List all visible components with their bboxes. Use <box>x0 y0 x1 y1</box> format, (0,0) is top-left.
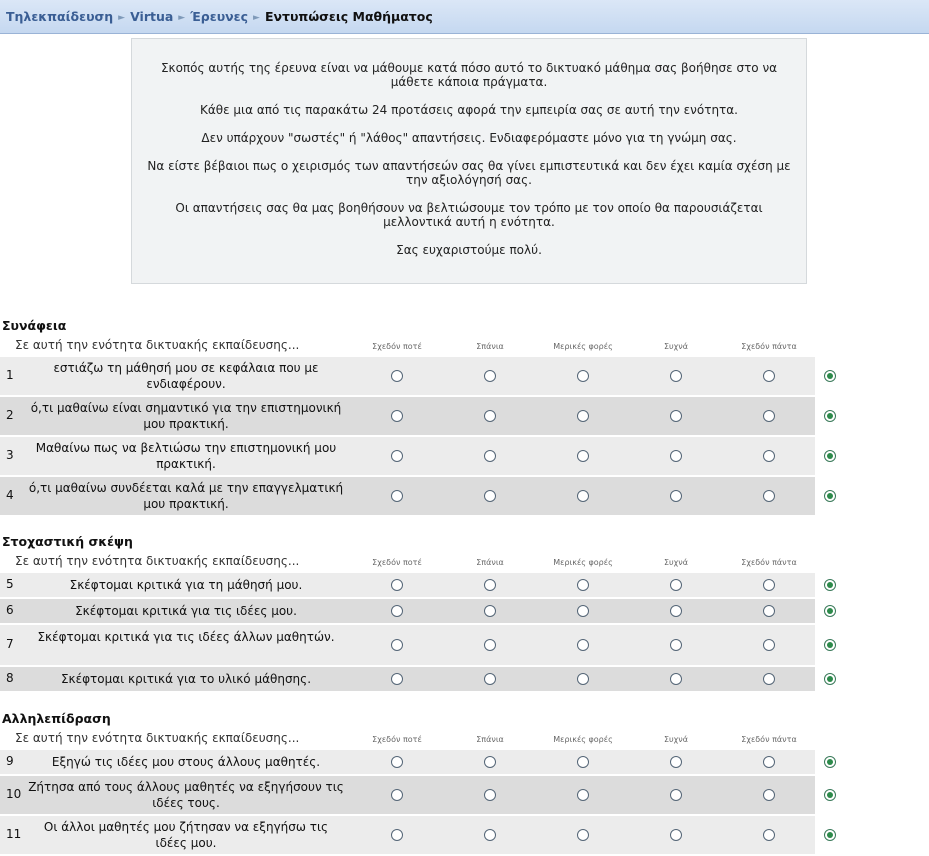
answer-radio-5[interactable] <box>763 756 775 768</box>
answer-radio-1[interactable] <box>391 756 403 768</box>
answer-radio-3[interactable] <box>577 789 589 801</box>
intro-paragraph: Σας ευχαριστούμε πολύ. <box>396 243 542 257</box>
answer-radio-3[interactable] <box>577 370 589 382</box>
section-lead-text: Σε αυτή την ενότητα δικτυακής εκπαίδευσης... <box>15 731 300 745</box>
question-number: 5 <box>6 577 14 591</box>
intro-paragraph: Οι απαντήσεις σας θα μας βοηθήσουν να βελτιώσουμε τον τρόπο με τον οποίο θα παρουσιάζεται μελλοντικά αυτή η ενότητα. <box>175 201 763 229</box>
question-text: Μαθαίνω πως να βελτιώσω την επιστημονική μου πρακτική. <box>35 441 337 471</box>
question-number: 3 <box>6 448 14 462</box>
answer-radio-1[interactable] <box>391 673 403 685</box>
question-text: εστιάζω τη μάθησή μου σε κεφάλαια που με ενδιαφέρουν. <box>53 361 319 391</box>
answer-radio-5[interactable] <box>763 410 775 422</box>
answer-radio-4[interactable] <box>670 605 682 617</box>
breadcrumb-link-surveys[interactable]: Έρευνες <box>190 9 249 24</box>
breadcrumb <box>6 9 433 24</box>
intro-paragraph: Σκοπός αυτής της έρευνα είναι να μάθουμε κατά πόσο αυτό το δικτυακό μάθημα σας βοήθησε στο να μάθετε κάποια πράγματα. <box>160 61 778 89</box>
answer-radio-5[interactable] <box>763 829 775 841</box>
intro-paragraph: Κάθε μια από τις παρακάτω 24 προτάσεις αφορά την εμπειρία σας σε αυτή την ενότητα. <box>199 103 738 117</box>
intro-paragraph: Να είστε βέβαιοι πως ο χειρισμός των απαντήσεών σας θα γίνει εμπιστευτικά και δεν έχει καμία σχέση με την αξιολόγησή σας. <box>147 159 791 187</box>
answer-radio-3[interactable] <box>577 639 589 651</box>
answer-radio-4[interactable] <box>670 410 682 422</box>
section-lead-text: Σε αυτή την ενότητα δικτυακής εκπαίδευσης... <box>15 338 300 352</box>
answer-radio-2[interactable] <box>484 450 496 462</box>
question-number: 7 <box>6 637 14 651</box>
scale-label: Μερικές φορές <box>553 735 613 744</box>
answer-radio-2[interactable] <box>484 605 496 617</box>
question-number: 4 <box>6 488 14 502</box>
breadcrumb-separator-icon: ► <box>118 13 126 23</box>
breadcrumb-bar <box>0 0 929 34</box>
answer-radio-1[interactable] <box>391 370 403 382</box>
breadcrumb-current: Εντυπώσεις Μαθήματος <box>264 9 433 24</box>
scale-label: Σπάνια <box>476 735 504 744</box>
answer-radio-3[interactable] <box>577 410 589 422</box>
scale-label: Σπάνια <box>476 342 504 351</box>
question-text: Εξηγώ τις ιδέες μου στους άλλους μαθητές. <box>51 755 321 769</box>
breadcrumb-separator-icon: ► <box>253 13 260 23</box>
answer-radio-1[interactable] <box>391 490 403 502</box>
section-title: Αλληλεπίδραση <box>2 711 111 726</box>
answer-radio-4[interactable] <box>670 370 682 382</box>
answer-radio-2[interactable] <box>484 410 496 422</box>
question-number: 6 <box>6 603 14 617</box>
section-title: Στοχαστική σκέψη <box>2 534 133 549</box>
question-number: 11 <box>6 827 22 841</box>
answer-radio-3[interactable] <box>577 605 589 617</box>
answer-radio-5[interactable] <box>763 579 775 591</box>
scale-label: Σχεδόν πάντα <box>741 558 797 567</box>
scale-label: Σχεδόν πάντα <box>741 735 797 744</box>
question-number: 1 <box>6 368 14 382</box>
question-text: Σκέφτομαι κριτικά για τη μάθησή μου. <box>69 578 303 592</box>
answer-radio-1[interactable] <box>391 829 403 841</box>
intro-paragraph: Δεν υπάρχουν "σωστές" ή "λάθος" απαντήσεις. Ενδιαφερόμαστε μόνο για τη γνώμη σας. <box>201 131 737 145</box>
question-number: 2 <box>6 408 14 422</box>
answer-radio-4[interactable] <box>670 789 682 801</box>
answer-radio-1[interactable] <box>391 579 403 591</box>
answer-radio-1[interactable] <box>391 410 403 422</box>
answer-radio-1[interactable] <box>391 450 403 462</box>
no-answer-radio-selected[interactable] <box>824 639 836 651</box>
scale-label: Μερικές φορές <box>553 342 613 351</box>
section-lead-text: Σε αυτή την ενότητα δικτυακής εκπαίδευσης... <box>15 554 300 568</box>
answer-radio-5[interactable] <box>763 605 775 617</box>
no-answer-radio-selected[interactable] <box>824 410 836 422</box>
question-text: Ζήτησα από τους άλλους μαθητές να εξηγήσουν τις ιδέες τους. <box>28 780 344 810</box>
answer-radio-3[interactable] <box>577 579 589 591</box>
answer-radio-5[interactable] <box>763 673 775 685</box>
scale-label: Μερικές φορές <box>553 558 613 567</box>
no-answer-radio-selected[interactable] <box>824 829 836 841</box>
answer-radio-4[interactable] <box>670 639 682 651</box>
answer-radio-1[interactable] <box>391 639 403 651</box>
no-answer-radio-selected[interactable] <box>824 605 836 617</box>
section-title: Συνάφεια <box>2 318 67 333</box>
scale-label: Συχνά <box>663 558 689 567</box>
answer-radio-1[interactable] <box>391 789 403 801</box>
answer-radio-2[interactable] <box>484 639 496 651</box>
question-text: Οι άλλοι μαθητές μου ζήτησαν να εξηγήσω τις ιδέες μου. <box>43 820 329 850</box>
question-text: Σκέφτομαι κριτικά για τις ιδέες άλλων μαθητών. <box>37 630 335 644</box>
question-text: Σκέφτομαι κριτικά για τις ιδέες μου. <box>75 604 297 618</box>
no-answer-radio-selected[interactable] <box>824 450 836 462</box>
scale-label: Σχεδόν ποτέ <box>372 342 422 351</box>
answer-radio-2[interactable] <box>484 789 496 801</box>
no-answer-radio-selected[interactable] <box>824 490 836 502</box>
question-number: 9 <box>6 754 14 768</box>
answer-radio-4[interactable] <box>670 673 682 685</box>
question-text: ό,τι μαθαίνω είναι σημαντικό για την επιστημονική μου πρακτική. <box>30 401 342 431</box>
answer-radio-5[interactable] <box>763 639 775 651</box>
answer-radio-4[interactable] <box>670 829 682 841</box>
no-answer-radio-selected[interactable] <box>824 370 836 382</box>
no-answer-radio-selected[interactable] <box>824 673 836 685</box>
answer-radio-5[interactable] <box>763 490 775 502</box>
survey-intro-box <box>131 38 807 284</box>
answer-radio-4[interactable] <box>670 756 682 768</box>
scale-label: Σχεδόν ποτέ <box>372 558 422 567</box>
question-number: 8 <box>6 671 14 685</box>
no-answer-radio-selected[interactable] <box>824 756 836 768</box>
breadcrumb-link-home[interactable]: Τηλεκπαίδευση <box>6 9 114 24</box>
no-answer-radio-selected[interactable] <box>824 789 836 801</box>
question-text: ό,τι μαθαίνω συνδέεται καλά με την επαγγελματική μου πρακτική. <box>28 481 344 511</box>
answer-radio-2[interactable] <box>484 829 496 841</box>
answer-radio-4[interactable] <box>670 490 682 502</box>
no-answer-radio-selected[interactable] <box>824 579 836 591</box>
answer-radio-4[interactable] <box>670 450 682 462</box>
answer-radio-2[interactable] <box>484 370 496 382</box>
breadcrumb-separator-icon: ► <box>178 13 186 23</box>
answer-radio-2[interactable] <box>484 756 496 768</box>
scale-label: Σχεδόν ποτέ <box>372 735 422 744</box>
answer-radio-1[interactable] <box>391 605 403 617</box>
answer-radio-3[interactable] <box>577 490 589 502</box>
scale-label: Σχεδόν πάντα <box>741 342 797 351</box>
answer-radio-3[interactable] <box>577 829 589 841</box>
answer-radio-4[interactable] <box>670 579 682 591</box>
scale-label: Συχνά <box>663 735 689 744</box>
scale-label: Συχνά <box>663 342 689 351</box>
question-number: 10 <box>6 787 22 801</box>
answer-radio-3[interactable] <box>577 673 589 685</box>
answer-radio-3[interactable] <box>577 756 589 768</box>
answer-radio-5[interactable] <box>763 450 775 462</box>
scale-label: Σπάνια <box>476 558 504 567</box>
answer-radio-2[interactable] <box>484 673 496 685</box>
answer-radio-3[interactable] <box>577 450 589 462</box>
answer-radio-2[interactable] <box>484 490 496 502</box>
answer-radio-2[interactable] <box>484 579 496 591</box>
answer-radio-5[interactable] <box>763 789 775 801</box>
question-text: Σκέφτομαι κριτικά για το υλικό μάθησης. <box>60 672 312 686</box>
breadcrumb-link-course[interactable]: Virtua <box>130 9 174 24</box>
answer-radio-5[interactable] <box>763 370 775 382</box>
